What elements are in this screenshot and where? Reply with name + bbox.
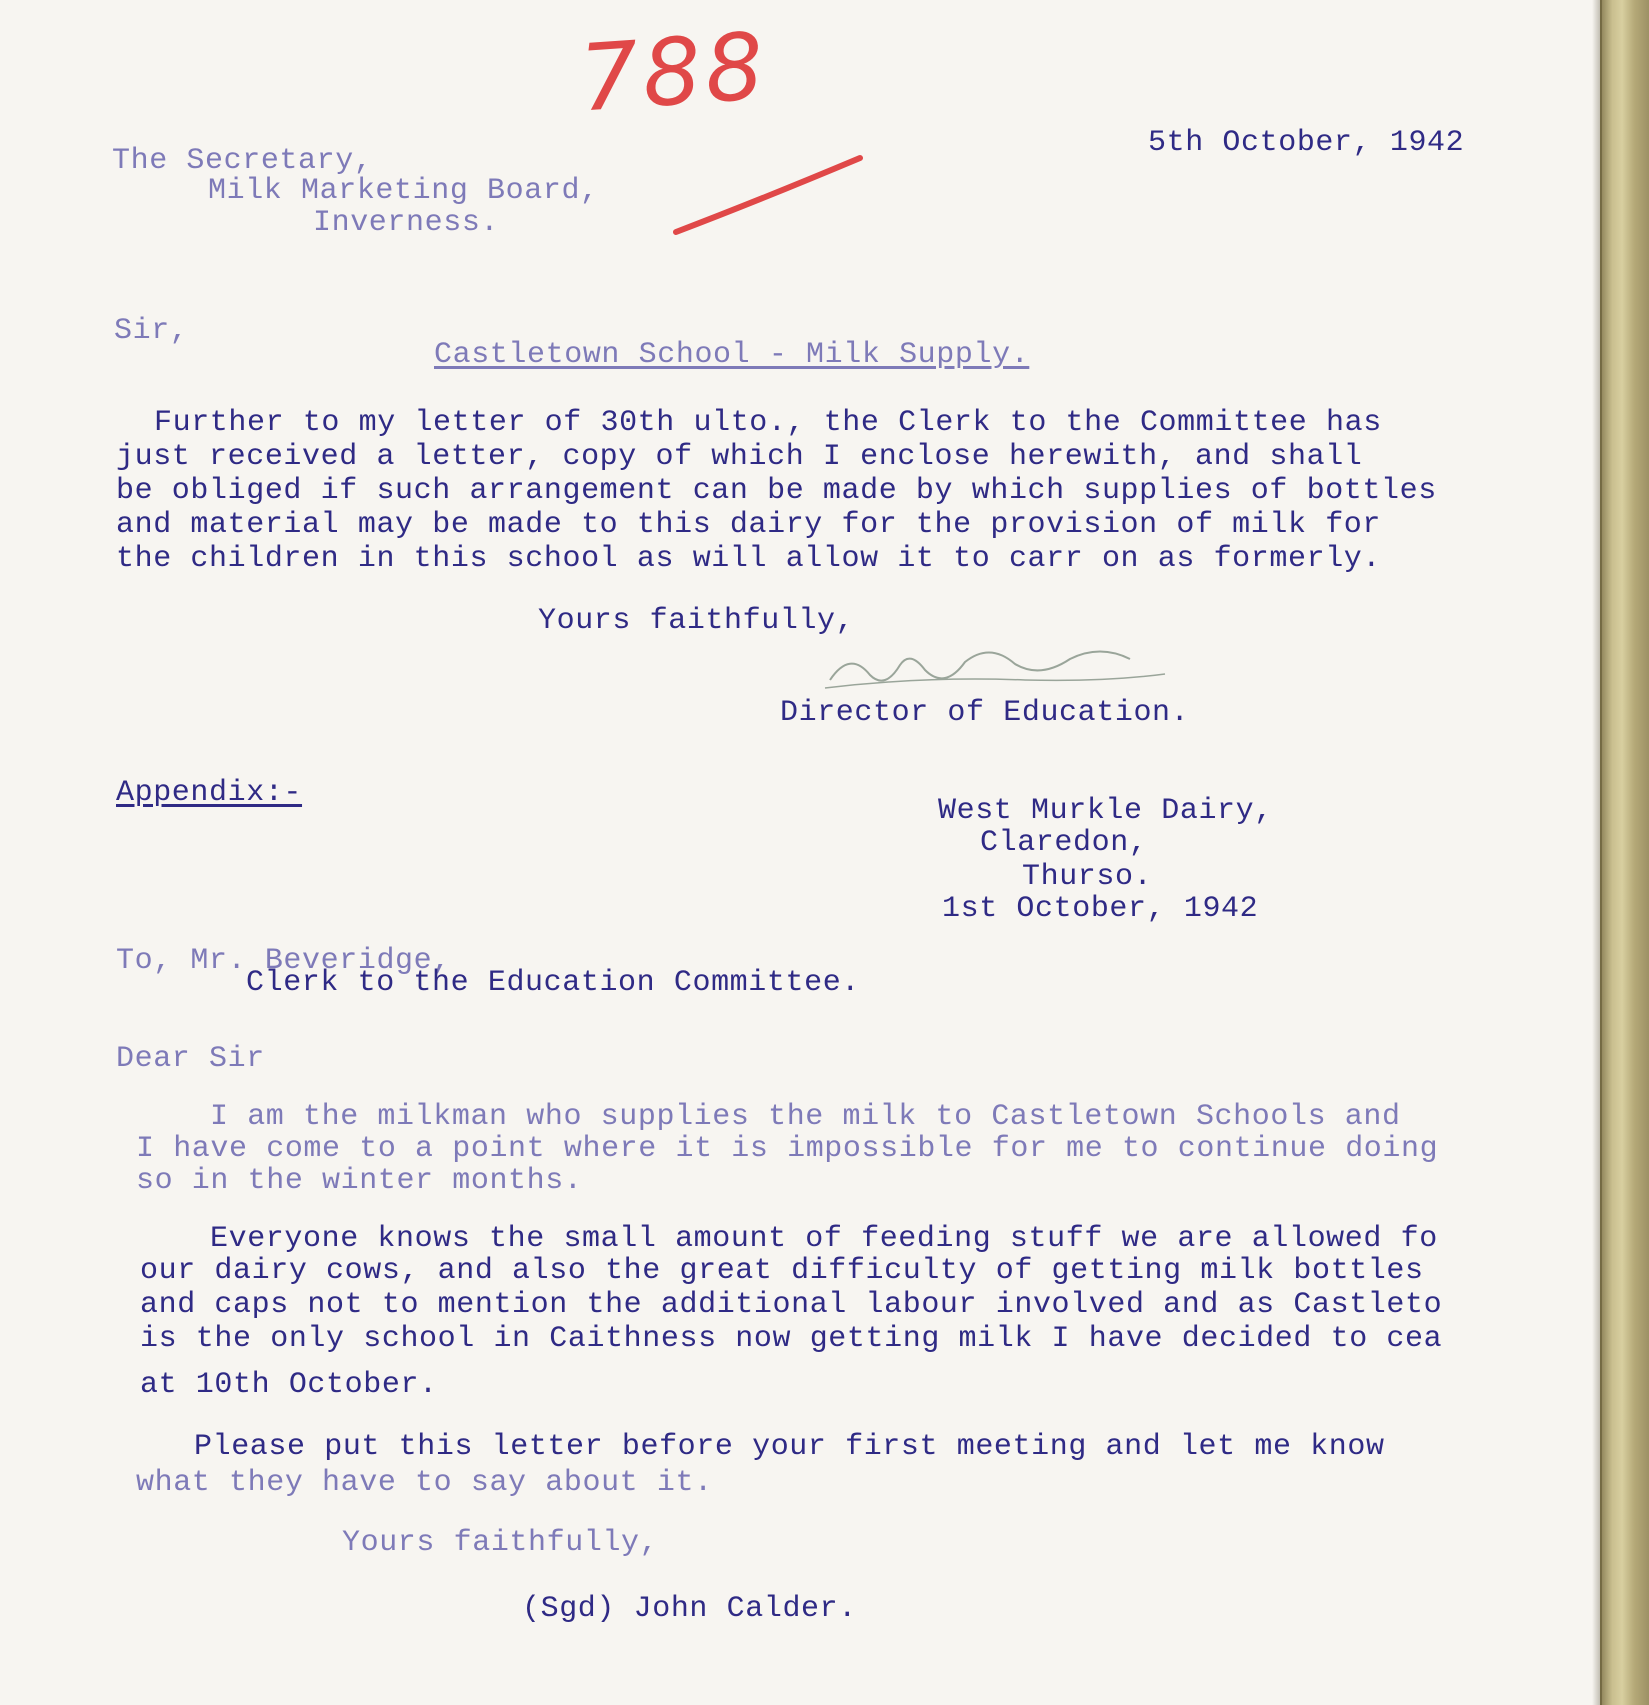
appendix-salutation: Dear Sir: [116, 1042, 265, 1076]
appendix-p1-line-3: so in the winter months.: [136, 1164, 583, 1198]
subject-line: Castletown School - Milk Supply.: [434, 338, 1030, 372]
appendix-p2-line-4: is the only school in Caithness now getting milk I have decided to cea: [140, 1322, 1443, 1356]
appendix-p2-line-1: Everyone knows the small amount of feeding stuff we are allowed fo: [210, 1222, 1438, 1256]
body-line-3: be obliged if such arrangement can be made by which supplies of bottles: [116, 474, 1437, 508]
appendix-p1-line-1: I am the milkman who supplies the milk to Castletown Schools and: [210, 1100, 1401, 1134]
body-line-1: Further to my letter of 30th ulto., the Clerk to the Committee has: [154, 406, 1382, 440]
appendix-p1-line-2: I have come to a point where it is impossible for me to continue doing: [136, 1132, 1439, 1166]
appendix-signature: (Sgd) John Calder.: [522, 1592, 857, 1626]
recipient-line-3: Inverness.: [313, 206, 500, 240]
appendix-label: Appendix:-: [116, 776, 303, 810]
letter-closing: Yours faithfully,: [538, 604, 855, 638]
signatory-title: Director of Education.: [780, 696, 1190, 730]
dairy-address-line-2: Claredon,: [980, 826, 1148, 860]
file-number-annotation: 788: [576, 12, 772, 133]
appendix-date: 1st October, 1942: [942, 892, 1259, 926]
folder-edge: [1600, 0, 1649, 1705]
dairy-address-line-3: Thurso.: [1022, 860, 1153, 894]
appendix-p3-line-1: Please put this letter before your first meeting and let me know: [194, 1430, 1385, 1464]
appendix-recipient-line-2: Clerk to the Education Committee.: [246, 966, 860, 1000]
appendix-p2-line-5: at 10th October.: [140, 1368, 438, 1402]
letter-date: 5th October, 1942: [1148, 126, 1465, 160]
appendix-recipient-line-1: To, Mr. Beveridge,: [116, 944, 451, 978]
body-line-2: just received a letter, copy of which I enclose herewith, and shall: [116, 440, 1363, 474]
appendix-p3-line-2: what they have to say about it.: [136, 1466, 713, 1500]
recipient-line-1: The Secretary,: [112, 144, 373, 178]
appendix-p2-line-3: and caps not to mention the additional labour involved and as Castleto: [140, 1288, 1443, 1322]
appendix-closing: Yours faithfully,: [342, 1526, 659, 1560]
dairy-address-line-1: West Murkle Dairy,: [938, 794, 1273, 828]
body-line-5: the children in this school as will allow it to carr on as formerly.: [116, 542, 1381, 576]
salutation: Sir,: [114, 314, 189, 348]
signature-scribble: [820, 640, 1180, 700]
body-line-4: and material may be made to this dairy for the provision of milk for: [116, 508, 1381, 542]
folder-edge-shadow: [1592, 0, 1602, 1705]
recipient-line-2: Milk Marketing Board,: [208, 174, 599, 208]
appendix-p2-line-2: our dairy cows, and also the great difficulty of getting milk bottles: [140, 1254, 1424, 1288]
